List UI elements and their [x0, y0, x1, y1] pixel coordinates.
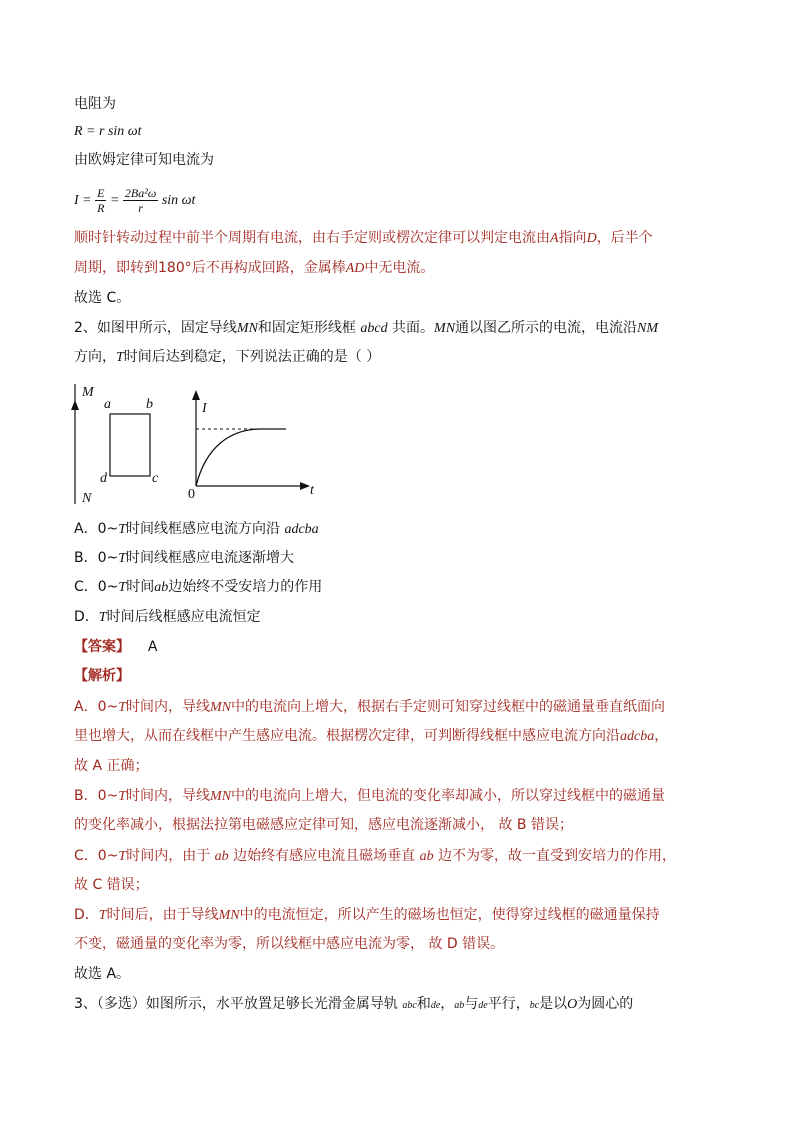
resistance-label: 电阻为 [74, 96, 116, 112]
choose-a: 故选 A。 [74, 966, 131, 982]
label-c: c [152, 471, 159, 486]
answer-line [74, 637, 734, 657]
question-3-stem: 3、（多选）如图所示，水平放置足够长光滑金属导轨 abc和de，ab与de平行，bc是以O为圆心的 [74, 996, 634, 1012]
question-2-figure [66, 376, 326, 506]
label-d: d [100, 471, 107, 486]
current-arrow-icon [71, 400, 79, 410]
origin-label: 0 [188, 487, 195, 502]
analysis-d-line-2: 不变，磁通量的变化率为零，所以线框中感应电流为零， 故 D 错误。 [74, 936, 505, 952]
analysis-a-line-3: 故 A 正确； [74, 758, 149, 774]
label-n: N [82, 491, 92, 506]
resistance-formula: R = r sin ωt [74, 124, 142, 139]
analysis-c-line-2: 故 C 错误； [74, 877, 149, 893]
conclusion-line-1: 顺时针转动过程中前半个周期有电流，由右手定则或楞次定律可以判定电流由A指向D，后半个 [74, 230, 653, 246]
answer-value: A [147, 639, 158, 655]
analysis-a-line-1: A．0~T时间内，导线MN中的电流向上增大，根据右手定则可知穿过线框中的磁通量垂直纸面向 [74, 699, 666, 715]
question-2-stem-line-2: 方向，T时间后达到稳定，下列说法正确的是（ ） [74, 349, 381, 365]
ohm-law-label: 由欧姆定律可知电流为 [74, 152, 214, 168]
option-c[interactable]: C．0~T时间ab边始终不受安培力的作用 [74, 579, 323, 595]
answer-label: 【答案】 [74, 639, 130, 655]
current-formula: I = $\frac{E}{R}$ = $\frac{\text{2Ba²ω}}{r}$ sin ωt [74, 186, 196, 216]
analysis-d-line-1: D．T时间后，由于导线MN中的电流恒定，所以产生的磁场也恒定，使得穿过线框的磁通量保持 [74, 907, 660, 923]
conclusion-line-2: 周期，即转到180°后不再构成回路，金属棒AD中无电流。 [74, 260, 435, 276]
axis-label-i: I [202, 401, 207, 416]
question-2-stem-line-1: 2、如图甲所示，固定导线MN和固定矩形线框 abcd 共面。MN通以图乙所示的电流，电流沿NM [74, 320, 659, 336]
t-axis-arrow-icon [300, 482, 310, 490]
option-b[interactable]: B．0~T时间线框感应电流逐渐增大 [74, 550, 295, 566]
analysis-a-line-2: 里也增大，从而在线框中产生感应电流。根据楞次定律，可判断得线框中感应电流方向沿adcba， [74, 728, 669, 744]
option-d[interactable]: D．T时间后线框感应电流恒定 [74, 609, 261, 625]
analysis-b-line-2: 的变化率减小，根据法拉第电磁感应定律可知，感应电流逐渐减小， 故 B 错误； [74, 817, 573, 833]
label-b: b [146, 397, 153, 412]
analysis-c-line-1: C．0~T时间内，由于 ab 边始终有感应电流且磁场垂直 ab 边不为零，故一直受到安培力的作用， [74, 848, 677, 864]
label-a: a [104, 397, 111, 412]
option-a[interactable]: A．0~T时间线框感应电流方向沿 adcba [74, 521, 319, 537]
frame-abcd [110, 414, 150, 476]
current-curve [196, 429, 286, 486]
fraction-e-over-r: $\frac{E}{R}$ [97, 186, 105, 216]
fraction-2ba2w-over-r: $\frac{\text{2Ba²ω}}{r}$ [124, 186, 157, 216]
i-axis-arrow-icon [192, 390, 200, 400]
label-m: M [82, 385, 94, 400]
analysis-b-line-1: B．0~T时间内，导线MN中的电流向上增大，但电流的变化率却减小，所以穿过线框中的磁通量 [74, 788, 666, 804]
axis-label-t: t [310, 483, 314, 498]
choose-c: 故选 C。 [74, 290, 131, 306]
analysis-label: 【解析】 [74, 668, 130, 684]
